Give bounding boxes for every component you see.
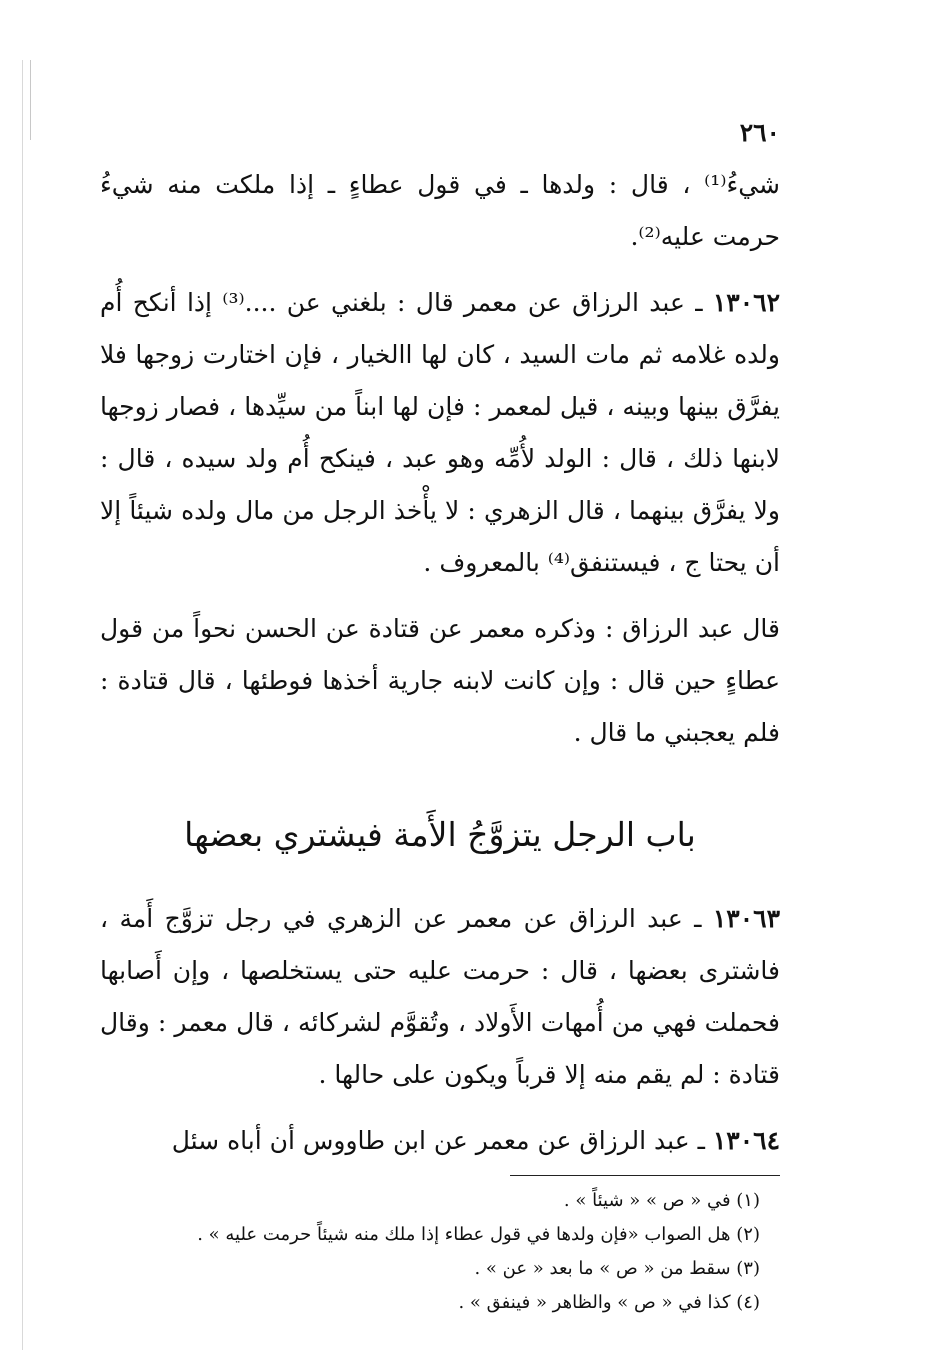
footnote-1: (١) في « ص » « شيئاً » . bbox=[563, 1190, 760, 1211]
hadith-number: ١٣٠٦٤ bbox=[712, 1126, 780, 1155]
hadith-number: ١٣٠٦٢ bbox=[712, 288, 780, 317]
footnote-4: (٤) كذا في « ص » والظاهر « فينفق » . bbox=[458, 1292, 760, 1313]
footnote-2: (٢) هل الصواب «فإن ولدها في قول عطاء إذا ملك منه شيئاً حرمت عليه » . bbox=[197, 1224, 760, 1245]
document-page bbox=[100, 100, 780, 1320]
scan-edge-line bbox=[22, 60, 23, 1350]
chapter-heading: باب الرجل يتزوَّجُ الأَمة فيشتري بعضها bbox=[184, 815, 696, 854]
page-number: ٢٦٠ bbox=[739, 118, 780, 147]
paragraph-13064 bbox=[100, 1115, 780, 1167]
footnote-3: (٣) سقط من « ص » ما بعد « عن » . bbox=[474, 1258, 760, 1279]
hadith-number: ١٣٠٦٣ bbox=[712, 904, 780, 933]
paragraph-text: ـ عبد الرزاق عن معمر قال : بلغني عن ....⁽³⁾ إذا أنكح أُم ولده غلامه ثم مات السيد ، كان لها االخيار ، فإن اختارت زوجها فلا يفرَّق بينها وبينه ، قيل لمعمر : فإن لها ابناً من سيِّدها ، فصار زوجها لابنها ذلك ، قال : الولد لأُمِّه وهو عبد ، فينكح أُم ولد سيده ، قال : ولا يفرَّق بينهما ، قال الزهري : لا يأْخذ الرجل من مال ولده شيئاً إلا أن يحتا ج ، فيستنفق⁽⁴⁾ بالمعروف . bbox=[100, 288, 780, 577]
paragraph-13062 bbox=[100, 277, 780, 589]
paragraph-text: ـ عبد الرزاق عن معمر عن الزهري في رجل تزوَّج أَمة ، فاشترى بعضها ، قال : حرمت عليه حتى يستخلصها ، وإن أَصابها فحملت فهي من أُمهات الأَولاد ، وتُقوَّم لشركائه ، قال معمر : وقال قتادة : لم يقم منه إلا قرباً ويكون على حالها . bbox=[100, 904, 780, 1089]
paragraph-abdulrazzaq-note bbox=[100, 603, 780, 759]
footnotes bbox=[100, 1184, 780, 1320]
scan-edge-line bbox=[30, 60, 31, 140]
footnote-divider bbox=[510, 1175, 780, 1176]
paragraph-continuation bbox=[100, 159, 780, 263]
paragraph-text: ـ عبد الرزاق عن معمر عن ابن طاووس أن أباه سئل bbox=[171, 1126, 713, 1155]
paragraph-text: شيءُ⁽¹⁾ ، قال : ولدها ـ في قول عطاءٍ ـ إذا ملكت منه شيءُ حرمت عليه⁽²⁾. bbox=[100, 170, 780, 251]
paragraph-text: قال عبد الرزاق : وذكره معمر عن قتادة عن الحسن نحواً من قول عطاءٍ حين قال : وإن كانت لابنه جارية أخذها فوطئها ، قال قتادة : فلم يعجبني ما قال . bbox=[100, 614, 780, 747]
paragraph-13063 bbox=[100, 893, 780, 1101]
